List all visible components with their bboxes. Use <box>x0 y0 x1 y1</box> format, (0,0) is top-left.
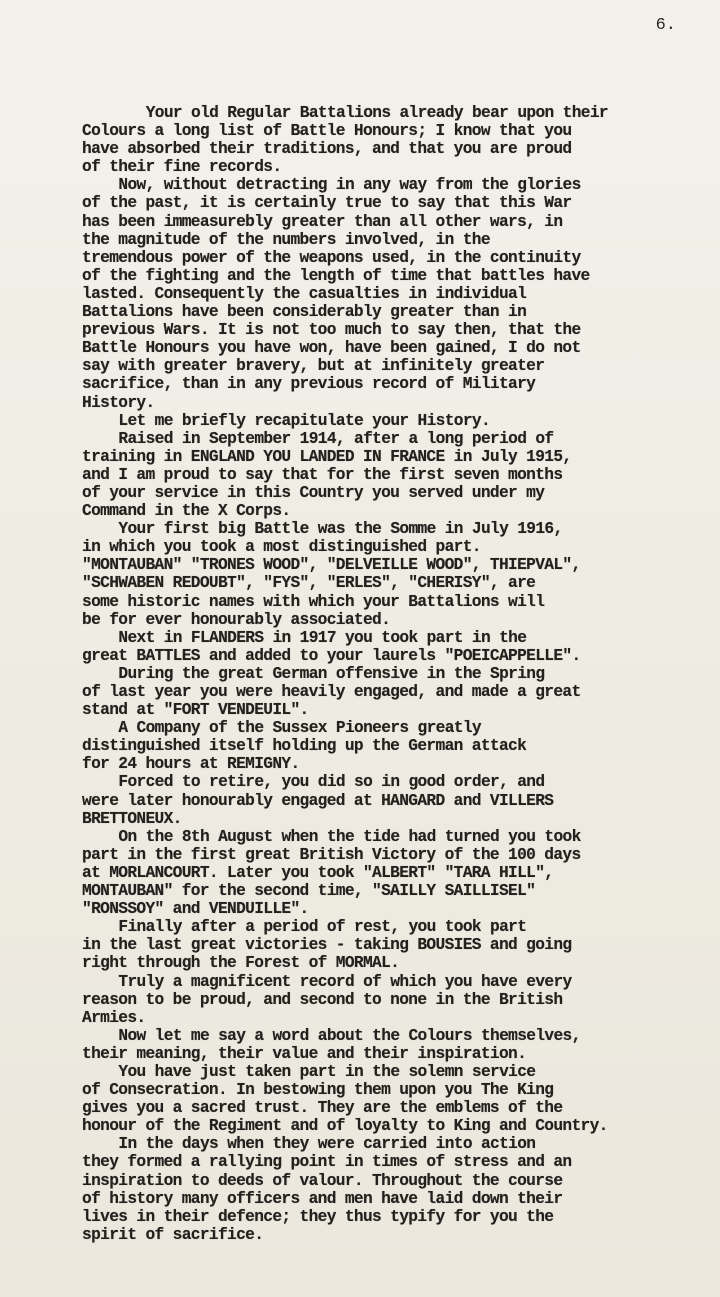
text-line: In the days when they were carried into action <box>118 1135 536 1154</box>
text-line: great BATTLES and added to your laurels "POEICAPPELLE". <box>82 646 581 665</box>
text-line: You have just taken part in the solemn service <box>118 1062 536 1081</box>
text-line: History. <box>82 393 155 412</box>
text-line: Now, without detracting in any way from the glories <box>118 176 581 195</box>
text-line: Armies. <box>82 1008 146 1027</box>
paragraph <box>82 104 720 176</box>
text-line: sacrifice, than in any previous record of Military <box>82 375 536 394</box>
text-line: previous Wars. It is not too much to say then, that the <box>82 321 581 340</box>
text-line: Battle Honours you have won, have been gained, I do not <box>82 339 581 358</box>
paragraph <box>82 1063 720 1135</box>
text-line: Now let me say a word about the Colours themselves, <box>118 1026 581 1045</box>
text-line: tremendous power of the weapons used, in the continuity <box>82 248 581 267</box>
text-line: distinguished itself holding up the German attack <box>82 737 527 756</box>
text-line: Forced to retire, you did so in good order, and <box>118 773 545 792</box>
text-line: lives in their defence; they thus typify for you the <box>82 1207 554 1226</box>
text-line: of their fine records. <box>82 158 282 177</box>
text-line: spirit of sacrifice. <box>82 1225 264 1244</box>
paragraph <box>82 973 720 1027</box>
text-line: Finally after a period of rest, you took part <box>118 918 527 937</box>
text-line: of history many officers and men have laid down their <box>82 1189 563 1208</box>
text-line: MONTAUBAN" for the second time, "SAILLY SAILLISEL" <box>82 882 536 901</box>
text-line: were later honourably engaged at HANGARD and VILLERS <box>82 791 554 810</box>
paragraph <box>82 412 720 430</box>
text-line: Truly a magnificent record of which you have every <box>118 972 572 991</box>
text-line: honour of the Regiment and of loyalty to King and Country. <box>82 1117 608 1136</box>
text-line: Raised in September 1914, after a long period of <box>118 429 554 448</box>
text-line: at MORLANCOURT. Later you took "ALBERT" "TARA HILL", <box>82 863 554 882</box>
text-line: of last year you were heavily engaged, and made a great <box>82 683 581 701</box>
text-line: say with greater bravery, but at infinitely greater <box>82 357 545 376</box>
text-line: of the past, it is certainly true to say that this War <box>82 194 572 213</box>
text-line: Next in FLANDERS in 1917 you took part in the <box>118 628 527 647</box>
text-line: On the 8th August when the tide had turned you took <box>118 827 581 846</box>
text-line: their meaning, their value and their inspiration. <box>82 1044 527 1063</box>
text-line: inspiration to deeds of valour. Throughout the course <box>82 1171 563 1190</box>
text-line: some historic names with which your Battalions will <box>82 592 545 611</box>
paragraph <box>82 773 720 827</box>
text-line: Command in the X Corps. <box>82 502 291 521</box>
text-line: lasted. Consequently the casualties in individual <box>82 284 527 303</box>
paragraph <box>82 1135 720 1244</box>
paragraph <box>82 520 720 629</box>
document-body <box>82 104 720 1244</box>
text-line: right through the Forest of MORMAL. <box>82 954 400 973</box>
paragraph <box>82 828 720 918</box>
text-line: "SCHWABEN REDOUBT", "FYS", "ERLES", "CHERISY", are <box>82 574 536 593</box>
text-line: Your first big Battle was the Somme in July 1916, <box>118 520 563 539</box>
text-line: stand at "FORT VENDEUIL". <box>82 701 309 720</box>
paragraph <box>82 719 720 773</box>
paragraph <box>82 1027 720 1063</box>
text-line: in which you took a most distinguished part. <box>82 538 481 557</box>
text-line: the magnitude of the numbers involved, in the <box>82 230 490 249</box>
paragraph <box>82 918 720 972</box>
text-line: has been immeasurebly greater than all other wars, in <box>82 212 563 231</box>
text-line: Colours a long list of Battle Honours; I know that you <box>82 122 572 141</box>
text-line: A Company of the Sussex Pioneers greatly <box>118 719 481 738</box>
text-line: part in the first great British Victory of the 100 days <box>82 845 581 864</box>
paragraph <box>82 629 720 665</box>
text-line: of Consecration. In bestowing them upon you The King <box>82 1081 554 1100</box>
text-line: be for ever honourably associated. <box>82 610 391 629</box>
page-number: 6. <box>655 16 676 35</box>
text-line: of the fighting and the length of time that battles have <box>82 266 590 285</box>
text-line: During the great German offensive in the Spring <box>118 664 545 683</box>
text-line: BRETTONEUX. <box>82 809 182 828</box>
text-line: have absorbed their traditions, and that you are proud <box>82 140 572 159</box>
text-line: gives you a sacred trust. They are the emblems of the <box>82 1099 563 1118</box>
text-line: for 24 hours at REMIGNY. <box>82 755 300 774</box>
text-line: Let me briefly recapitulate your History. <box>118 411 491 430</box>
text-line: in the last great victories - taking BOUSIES and going <box>82 936 572 955</box>
paragraph <box>82 665 720 719</box>
paragraph <box>82 430 720 520</box>
text-line: reason to be proud, and second to none in the British <box>82 990 563 1009</box>
paragraph <box>82 176 720 411</box>
text-line: training in ENGLAND YOU LANDED IN FRANCE in July 1915, <box>82 447 572 466</box>
text-line: "RONSSOY" and VENDUILLE". <box>82 900 309 919</box>
text-line: Battalions have been considerably greater than in <box>82 303 527 322</box>
text-line: of your service in this Country you served under my <box>82 483 545 502</box>
text-line: Your old Regular Battalions already bear upon their <box>145 104 608 122</box>
text-line: "MONTAUBAN" "TRONES WOOD", "DELVEILLE WOOD", THIEPVAL", <box>82 556 581 575</box>
text-line: they formed a rallying point in times of stress and an <box>82 1153 572 1172</box>
text-line: and I am proud to say that for the first seven months <box>82 465 563 484</box>
